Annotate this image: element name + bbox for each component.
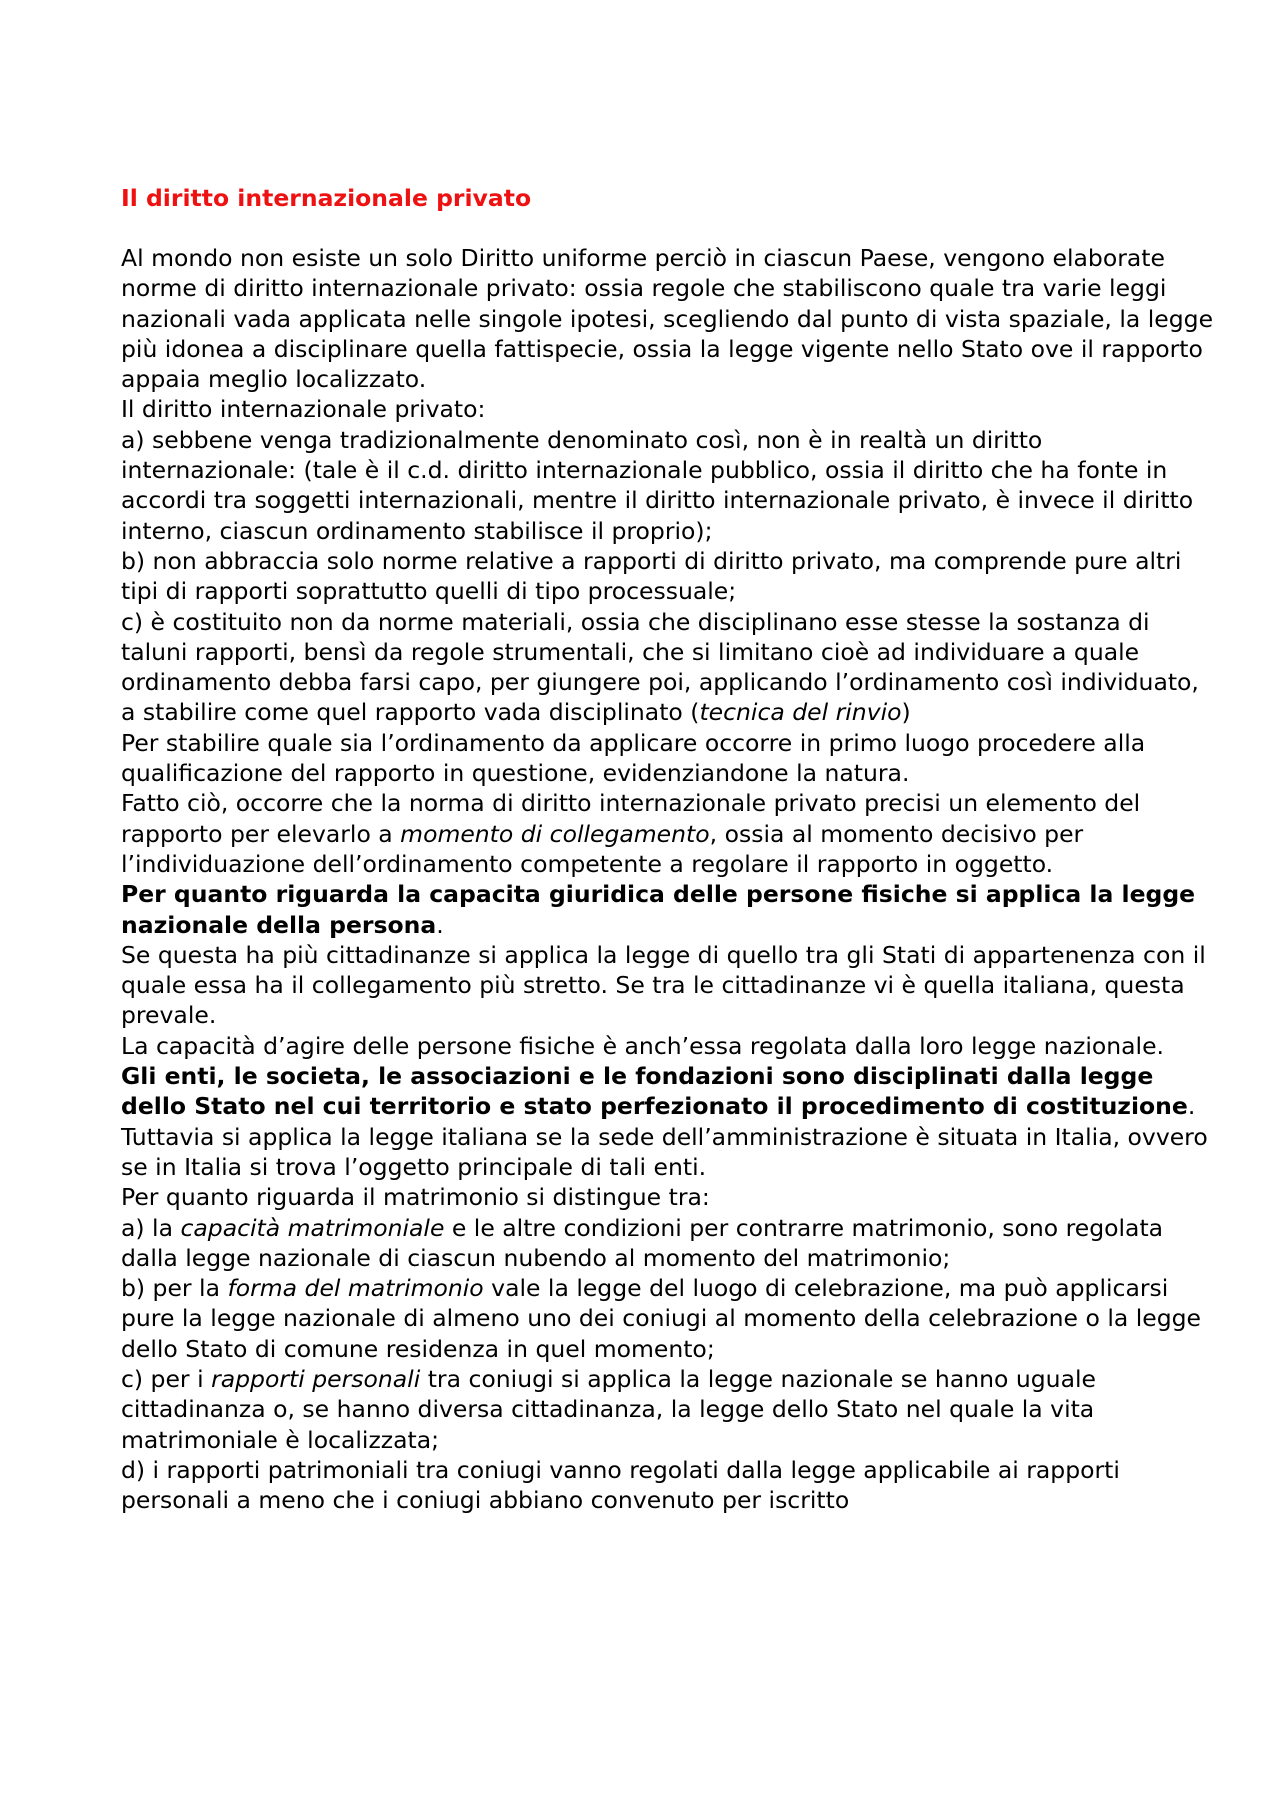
paragraph-cittadinanze: Se questa ha più cittadinanze si applica la legge di quello tra gli Stati di appartenenza con il quale essa ha il collegamento più stretto. Se tra le cittadinanze vi è quella italiana, questa prevale. — [121, 940, 1206, 1030]
text-run: tra coniugi si applica la legge nazionale se hanno uguale cittadinanza o, se hanno diversa cittadinanza, la legge dello Stato nel quale la vita matrimoniale è localizzata; — [121, 1364, 1096, 1454]
paragraph-capacita-giuridica — [121, 879, 1220, 940]
document-body — [121, 243, 1220, 1515]
text-run: . — [436, 910, 444, 939]
italic-term: rapporti personali — [211, 1364, 421, 1393]
paragraph-capacita-agire: La capacità d’agire delle persone fisiche è anch’essa regolata dalla loro legge nazionale. — [121, 1031, 1165, 1060]
italic-term: tecnica del rinvio — [699, 698, 902, 727]
text-run: a) la — [121, 1213, 181, 1242]
text-run: b) per la — [121, 1274, 228, 1303]
italic-term: momento di collegamento — [400, 819, 710, 848]
text-run: Fatto ciò, occorre che la norma di diritto internazionale privato precisi un elemento del rapporto per elevarlo a — [121, 789, 1141, 848]
bold-statement: Gli enti, le societa, le associazioni e le fondazioni sono disciplinati dalla legge dello Stato nel cui territorio e stato perfezionato il procedimento di costituzione — [121, 1062, 1188, 1121]
paragraph-matrimonio-d: d) i rapporti patrimoniali tra coniugi vanno regolati dalla legge applicabile ai rapporti personali a meno che i coniugi abbiano convenuto per iscritto — [121, 1455, 1120, 1515]
text-run: ) — [901, 698, 911, 727]
paragraph-point-c — [121, 607, 1220, 728]
text-run: , ossia al momento decisivo per l’individuazione dell’ordinamento competente a regolare il rapporto in oggetto. — [121, 819, 1084, 878]
paragraph-intro: Al mondo non esiste un solo Diritto uniforme perciò in ciascun Paese, vengono elaborate norme di diritto internazionale privato: ossia regole che stabiliscono quale tra varie leggi nazionali vada applicata nelle singole ipotesi, scegliendo dal punto di vista spaziale, la legge più idonea a disciplinare quella fattispecie, ossia la legge vigente nello Stato ove il rapporto appaia meglio localizzato. — [121, 244, 1214, 394]
paragraph-collegamento — [121, 788, 1220, 879]
text-run: . Tuttavia si applica la legge italiana se la sede dell’amministrazione è situata in Italia, ovvero se in Italia si trova l’oggetto principale di tali enti. — [121, 1092, 1208, 1181]
text-run: c) per i — [121, 1364, 212, 1393]
paragraph-matrimonio: Per quanto riguarda il matrimonio si distingue tra: — [121, 1183, 710, 1212]
paragraph-point-b: b) non abbraccia solo norme relative a rapporti di diritto privato, ma comprende pure altri tipi di rapporti soprattutto quelli di tipo processuale; — [121, 546, 1182, 606]
paragraph-matrimonio-a — [121, 1213, 1220, 1274]
text-run: vale la legge del luogo di celebrazione, ma può applicarsi pure la legge nazionale di almeno uno dei coniugi al momento della celebrazione o la legge dello Stato di comune residenza in quel momento; — [121, 1274, 1202, 1363]
paragraph-qualification: Per stabilire quale sia l’ordinamento da applicare occorre in primo luogo procedere alla qualificazione del rapporto in questione, evidenziandone la natura. — [121, 728, 1146, 788]
document-title: Il diritto internazionale privato — [121, 184, 532, 212]
paragraph-matrimonio-b — [121, 1273, 1220, 1364]
paragraph-matrimonio-c — [121, 1364, 1220, 1455]
text-run: c) è costituito non da norme materiali, ossia che disciplinano esse stesse la sostanza di taluni rapporti, bensì da regole strumentali, che si limitano cioè ad individuare a quale ordinamento debba farsi capo, per giungere poi, applicando l’ordinamento così individuato, a stabilire come quel rapporto vada disciplinato ( — [121, 607, 1199, 727]
italic-term: forma del matrimonio — [227, 1274, 484, 1303]
paragraph-heading: Il diritto internazionale privato: — [121, 395, 486, 424]
paragraph-point-a: a) sebbene venga tradizionalmente denominato così, non è in realtà un diritto internazionale: (tale è il c.d. diritto internazionale pubblico, ossia il diritto che ha fonte in accordi tra soggetti internazionali, mentre il diritto internazionale privato, è invece il diritto interno, ciascun ordinamento stabilisce il proprio); — [121, 425, 1194, 545]
paragraph-enti — [121, 1061, 1220, 1182]
text-run: e le altre condizioni per contrarre matrimonio, sono regolata dalla legge nazionale di ciascun nubendo al momento del matrimonio; — [121, 1213, 1164, 1272]
italic-term: capacità matrimoniale — [180, 1213, 445, 1242]
bold-statement: Per quanto riguarda la capacita giuridica delle persone fisiche si applica la legge nazionale della persona — [121, 880, 1196, 939]
